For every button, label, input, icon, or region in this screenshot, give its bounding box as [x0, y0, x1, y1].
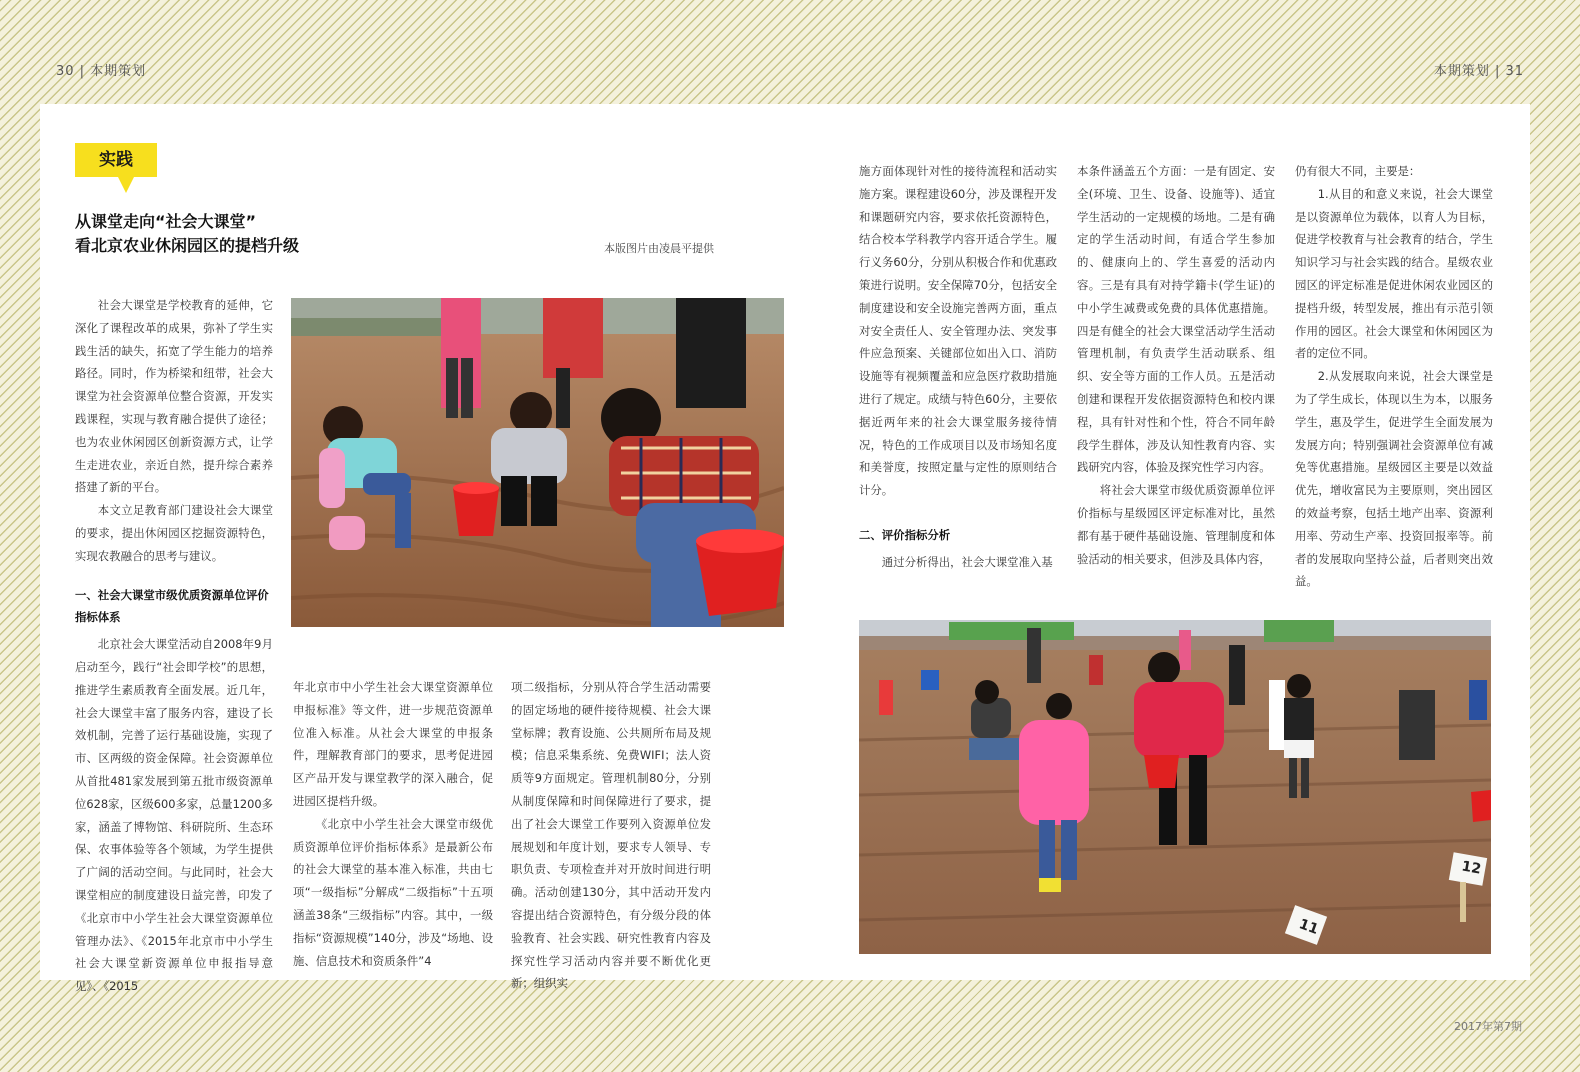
paragraph: 将社会大课堂市级优质资源单位评价指标与星级园区评定标准对比，虽然都有基于硬件基础设施、管理制度和体验活动的相关要求，但涉及具体内容，: [1077, 483, 1275, 566]
photo-children-planting: [291, 298, 784, 627]
photo-top-illustration: [291, 298, 784, 627]
photo-bottom-illustration: [859, 620, 1491, 954]
paragraph-continued: 年北京市中小学生社会大课堂资源单位申报标准》等文件，进一步规范资源单位准入标准。从社会大课堂的申报条件，理解教育部门的要求，思考促进园区产品开发与课堂教学的深入融合，促进园区提档升级。: [293, 680, 493, 808]
text-column-3: [511, 676, 711, 995]
paragraph: 1.从目的和意义来说，社会大课堂是以资源单位为载体，以育人为目标，促进学校教育与社会教育的结合，学生知识学习与社会实践的结合。星级农业园区的评定标准是促进休闲农业园区的提档升级，转型发展，推出有示范引领作用的园区。社会大课堂和休闲园区为者的定位不同。: [1295, 186, 1493, 361]
section-tag: 实践: [75, 143, 157, 177]
text-column-4: [859, 160, 1057, 574]
paragraph: 社会大课堂是学校教育的延伸，它深化了课程改革的成果，弥补了学生实践生活的缺失，拓宽了学生能力的培养路径。同时，作为桥梁和纽带，社会大课堂为社会资源单位整合资源，开发实践课程，实现与教育融合提供了途径；也为农业休闲园区创新资源方式，让学生走进农业，亲近自然，提升综合素养搭建了新的平台。: [75, 298, 273, 495]
title-line-1: 从课堂走向“社会大课堂”: [75, 212, 257, 231]
photo-credit: 本版图片由凌晨平提供: [604, 242, 714, 255]
running-head-right: 本期策划 | 31: [1433, 64, 1524, 79]
issue-label: 2017年第7期: [1454, 1020, 1522, 1033]
section-heading-1: 一、社会大课堂市级优质资源单位评价指标体系: [75, 587, 269, 625]
paragraph: 北京社会大课堂活动自2008年9月启动至今，践行“社会即学校”的思想，推进学生素质教育全面发展。近几年，社会大课堂丰富了服务内容，建设了长效机制，完善了运行基础设施，实现了市、区两级的资金保障。社会资源单位从首批481家发展到第五批市级资源单位628家，区级600多家，总量1200多家，涵盖了博物馆、科研院所、生态环保、农事体验等各个领域，为学生提供了广阔的活动空间。与此同时，社会大课堂相应的制度建设日益完善，印发了《北京市中小学生社会大课堂资源单位管理办法》、《2015年北京市中小学生社会大课堂新资源单位申报指导意见》、《2015: [75, 637, 273, 994]
running-head-left: 30 | 本期策划: [56, 64, 147, 79]
paragraph: 本文立足教育部门建设社会大课堂的要求，提出休闲园区挖掘资源特色，实现农教融合的思考与建议。: [75, 503, 273, 563]
paragraph-continued: 施方面体现针对性的接待流程和活动实施方案。课程建设60分，涉及课程开发和课题研究内容，要求依托资源特色，结合校本学科教学内容开适合学生。履行义务60分，分别从积极合作和优惠政策进行说明。安全保障70分，包括安全制度建设和安全设施完善两方面，重点对安全责任人、安全管理办法、突发事件应急预案、关键部位如出入口、消防设施等有视频覆盖和应急医疗救助措施进行了规定。成绩与特色60分，主要依据近两年来的社会大课堂服务接待情况，特色的工作成项目以及市场知名度和美誉度，按照定量与定性的原则结合计分。: [859, 164, 1057, 498]
paragraph: 《北京中小学生社会大课堂市级优质资源单位评价指标体系》是最新公布的社会大课堂的基本准入标准，共由七项“一级指标”分解成“二级指标”十五项涵盖38条“三级指标”内容。其中，一级指标“资源规模”140分，涉及“场地、设施、信息技术和资质条件”4: [293, 816, 493, 968]
plot-marker-11-label: 11: [1296, 916, 1321, 938]
paragraph: 2.从发展取向来说，社会大课堂是为了学生成长，体现以生为本，以服务学生，惠及学生，促进学生全面发展为发展方向；特别强调社会资源单位有减免等优惠措施。星级园区主要是以效益优先，增收富民为主要原则，突出园区的效益考察，包括土地产出率、资源利用率、劳动生产率、投资回报率等。前者的发展取向坚持公益，后者则突出效益。: [1295, 369, 1493, 589]
section-heading-2: 二、评价指标分析: [859, 527, 951, 542]
photo-children-sowing: [859, 620, 1491, 954]
text-column-5: [1077, 160, 1275, 570]
paragraph-continued: 本条件涵盖五个方面：一是有固定、安全(环境、卫生、设备、设施等)、适宜学生活动的一定规模的场地。二是有确定的学生活动时间，有适合学生参加的、健康向上的、学生喜爱的活动内容。三是有具有对持学籍卡(学生证)的中小学生减费或免费的具体优惠措施。四是有健全的社会大课堂活动学生活动管理机制，有负责学生活动联系、组织、安全等方面的工作人员。五是活动创建和课程开发依据资源特色和校内课程，具有针对性和个性，符合不同年龄段学生群体，涉及认知性教育内容、实践研究内容，体验及探究性学习内容。: [1077, 164, 1275, 475]
tag-pointer: [118, 177, 134, 193]
paragraph-continued: 项二级指标，分别从符合学生活动需要的固定场地的硬件接待规模、社会大课堂标牌；教育设施、公共厕所布局及规模；信息采集系统、免费WIFI；法人资质等9方面规定。管理机制80分，分别从制度保障和时间保障进行了要求，提出了社会大课堂工作要列入资源单位发展规划和年度计划，要求专人领导、专职负责、专项检查并对开放时间进行明确。活动创建130分，其中活动开发内容提出结合资源特色，有分级分段的体验教育、社会实践、研究性教育内容及探究性学习活动内容并要不断优化更新；组织实: [511, 680, 711, 991]
plot-marker-12-label: 12: [1460, 858, 1483, 878]
paragraph: 通过分析得出，社会大课堂准入基: [881, 554, 1053, 569]
text-column-1: [75, 294, 273, 998]
article-title: [75, 210, 299, 258]
text-column-6: [1295, 160, 1493, 593]
paragraph-continued: 仍有很大不同，主要是：: [1295, 164, 1421, 178]
text-column-2: [293, 676, 493, 972]
title-line-2: 看北京农业休闲园区的提档升级: [75, 236, 300, 255]
